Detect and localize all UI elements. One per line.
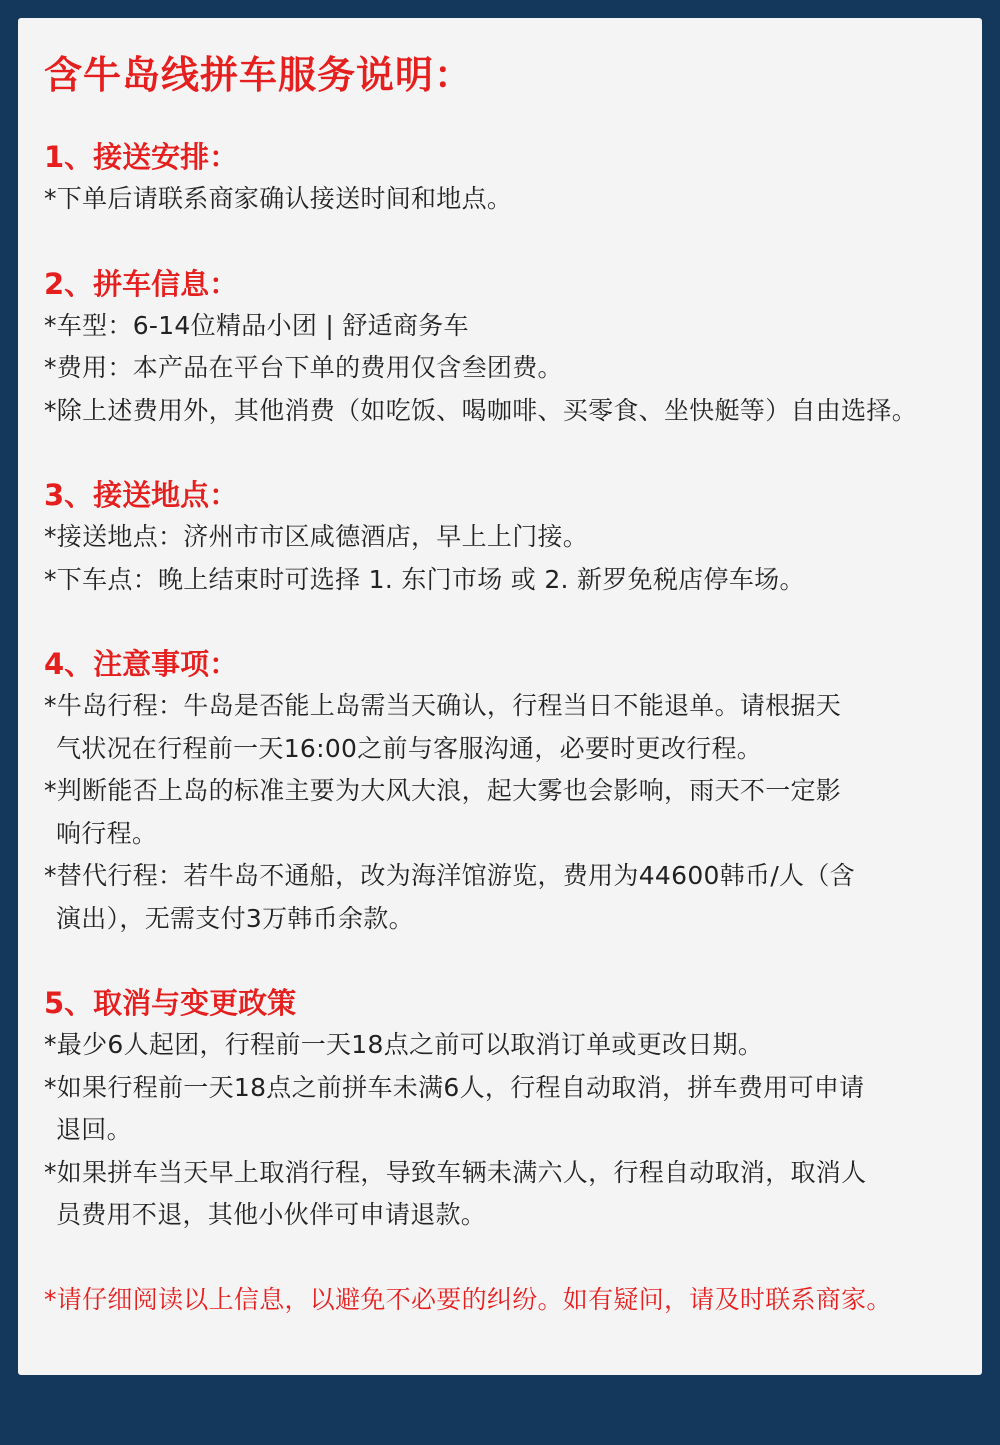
info-card (18, 18, 982, 1375)
page-title: 含牛岛线拼车服务说明： (44, 53, 474, 97)
section-heading: 4、注意事项： (44, 647, 239, 681)
section-line: *下车点：晚上结束时可选择 1. 东门市场 或 2. 新罗免税店停车场。 (44, 564, 805, 594)
section-line-continuation: 员费用不退，其他小伙伴可申请退款。 (56, 1200, 487, 1229)
section-line-continuation: 气状况在行程前一天16:00之前与客服沟通，必要时更改行程。 (56, 733, 763, 763)
section-line: *牛岛行程：牛岛是否能上岛需当天确认，行程当日不能退单。请根据天 (44, 691, 842, 720)
section-line: *如果拼车当天早上取消行程，导致车辆未满六人，行程自动取消，取消人 (44, 1157, 867, 1187)
section-line: *除上述费用外，其他消费（如吃饭、喝咖啡、买零食、坐快艇等）自由选择。 (44, 395, 918, 425)
section-pickup-arrangement (44, 136, 982, 221)
section-line-continuation: 演出），无需支付3万韩币余款。 (56, 903, 414, 933)
section-line: *下单后请联系商家确认接送时间和地点。 (44, 184, 513, 213)
section-line: *最少6人起团，行程前一天18点之前可以取消订单或更改日期。 (44, 1030, 764, 1059)
section-line: *费用：本产品在平台下单的费用仅含叁团费。 (44, 353, 563, 382)
section-carpool-info (44, 263, 982, 433)
section-heading: 5、取消与变更政策 (44, 986, 297, 1020)
section-cancellation-policy (44, 982, 982, 1237)
section-heading: 1、接送安排： (44, 140, 239, 174)
section-line: *替代行程：若牛岛不通船，改为海洋馆游览，费用为44600韩币/人（含 (44, 861, 855, 890)
footer-notice: *请仔细阅读以上信息，以避免不必要的纠纷。如有疑问，请及时联系商家。 (44, 1284, 892, 1314)
section-line: *车型：6-14位精品小团 | 舒适商务车 (44, 310, 469, 340)
section-line-continuation: 响行程。 (56, 818, 158, 848)
section-line: *判断能否上岛的标准主要为大风大浪，起大雾也会影响，雨天不一定影 (44, 776, 842, 805)
section-pickup-location (44, 474, 982, 601)
section-line: *如果行程前一天18点之前拼车未满6人，行程自动取消，拼车费用可申请 (44, 1072, 865, 1102)
section-notes (44, 643, 982, 940)
section-heading: 2、拼车信息： (44, 266, 239, 301)
section-heading: 3、接送地点： (44, 478, 239, 512)
section-line-continuation: 退回。 (56, 1115, 132, 1144)
section-line: *接送地点：济州市市区咸德酒店，早上上门接。 (44, 522, 589, 551)
